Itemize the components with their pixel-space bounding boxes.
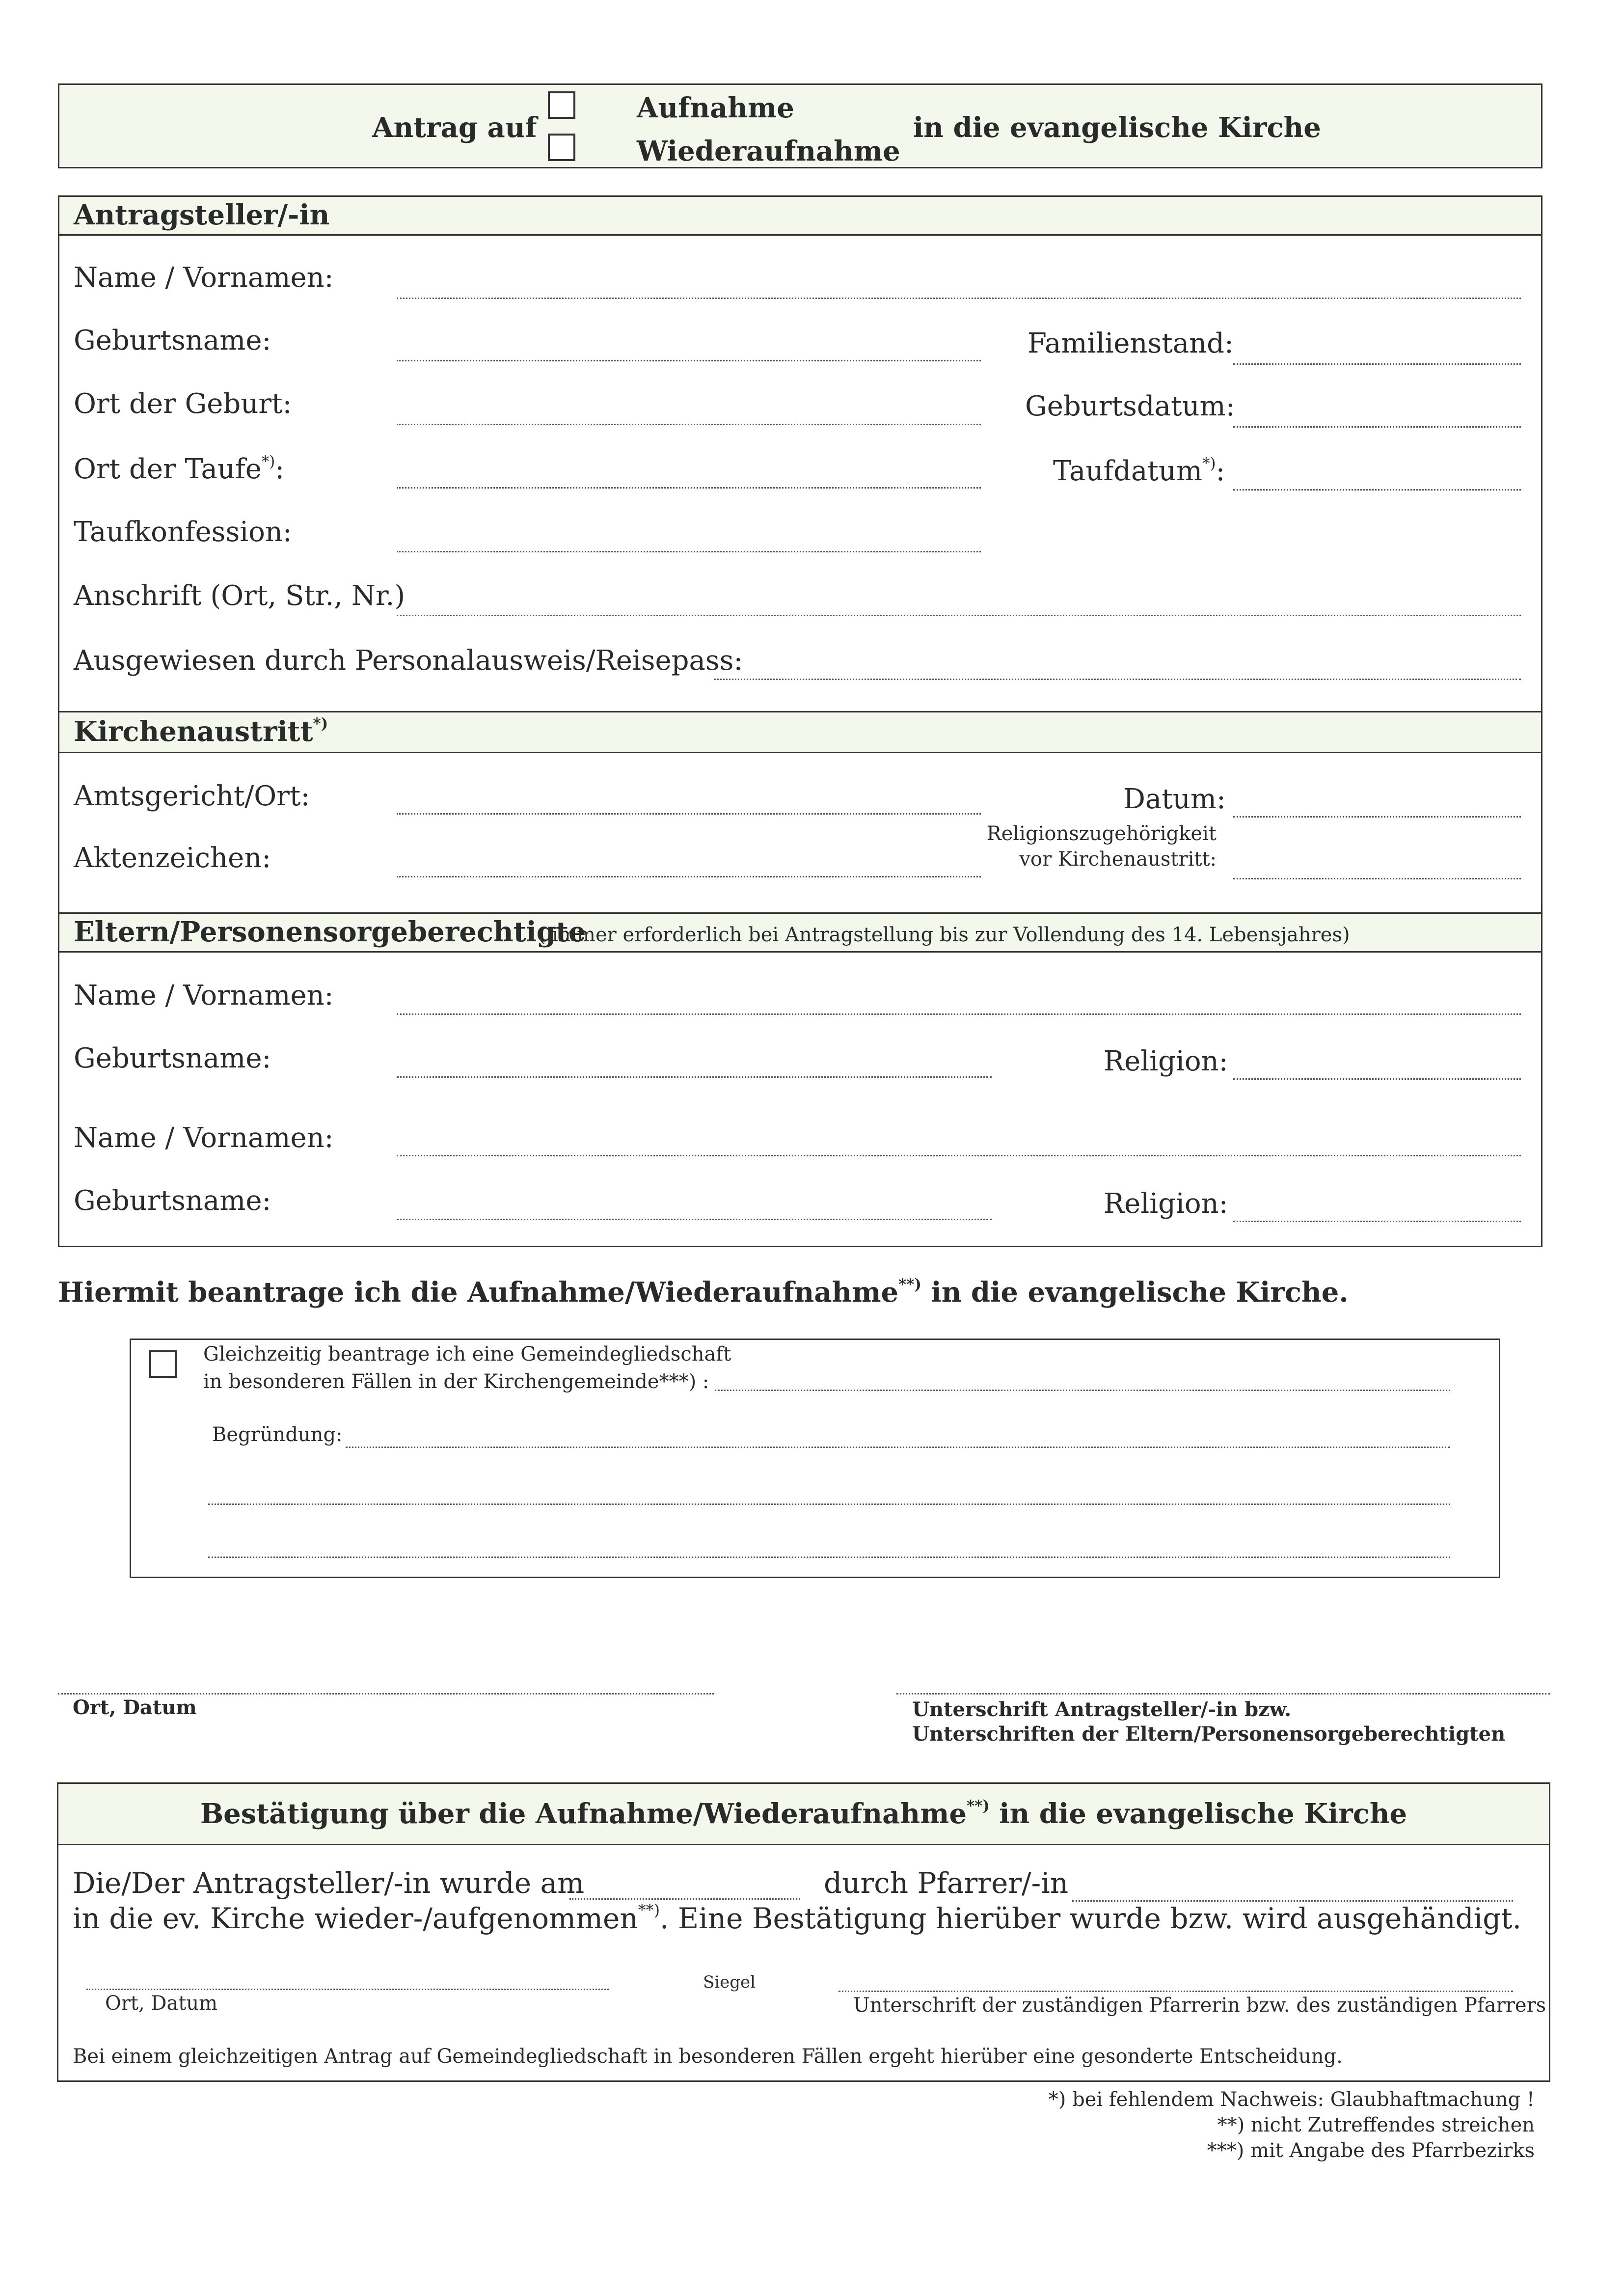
seal-label: Siegel xyxy=(703,1972,756,1992)
footnote-2: **) nicht Zutreffendes streichen xyxy=(1217,2114,1535,2136)
file-no-label: Aktenzeichen: xyxy=(74,842,271,874)
marital-status-field[interactable] xyxy=(1233,363,1521,365)
admission-date-field[interactable] xyxy=(569,1898,800,1900)
parents-section xyxy=(58,912,1542,1247)
confirmation-text-1b: durch Pfarrer/-in xyxy=(824,1866,1069,1900)
applicant-header: Antragsteller/-in xyxy=(74,199,330,231)
applicant-signature-label-1: Unterschrift Antragsteller/-in bzw. xyxy=(912,1698,1292,1721)
reason-field-1[interactable] xyxy=(346,1447,1450,1448)
court-label: Amtsgericht/Ort: xyxy=(74,780,310,812)
confirmation-header: Bestätigung über die Aufnahme/Wiederaufnahme**) in die evangelische Kirche xyxy=(200,1797,1407,1830)
footnote-1: *) bei fehlendem Nachweis: Glaubhaftmachung ! xyxy=(1048,2088,1535,2111)
exit-date-field[interactable] xyxy=(1233,816,1521,818)
title-prefix: Antrag auf xyxy=(372,111,537,144)
birth-name-field[interactable] xyxy=(397,360,981,361)
birth-place-field[interactable] xyxy=(397,424,981,425)
religion-before-label-2: vor Kirchenaustritt: xyxy=(1019,848,1217,871)
baptism-confession-label: Taufkonfession: xyxy=(74,516,292,548)
birth-date-label: Geburtsdatum: xyxy=(1025,390,1235,422)
parent2-religion-label: Religion: xyxy=(1104,1188,1228,1220)
religion-before-label-1: Religionszugehörigkeit xyxy=(986,822,1217,845)
title-option-wiederaufnahme: Wiederaufnahme xyxy=(637,135,900,167)
parent2-name-label: Name / Vornamen: xyxy=(74,1122,334,1154)
pastor-signature-field[interactable] xyxy=(839,1991,1513,1992)
request-statement: Hiermit beantrage ich die Aufnahme/Wiederaufnahme**) in die evangelische Kirche. xyxy=(58,1275,1349,1309)
birth-date-field[interactable] xyxy=(1233,426,1521,428)
religion-before-field[interactable] xyxy=(1233,878,1521,879)
baptism-confession-field[interactable] xyxy=(397,551,981,552)
parent1-name-field[interactable] xyxy=(397,1013,1521,1015)
parent2-birth-name-field[interactable] xyxy=(397,1219,992,1220)
reason-label: Begründung: xyxy=(212,1423,343,1446)
address-label: Anschrift (Ort, Str., Nr.) xyxy=(74,580,406,612)
applicant-signature-label-2: Unterschriften der Eltern/Personensorgeberechtigten xyxy=(912,1722,1506,1746)
reason-field-2[interactable] xyxy=(208,1503,1450,1505)
court-field[interactable] xyxy=(397,813,981,815)
baptism-date-field[interactable] xyxy=(1233,489,1521,491)
wiederaufnahme-checkbox[interactable] xyxy=(548,134,575,161)
pastor-signature-label: Unterschrift der zuständigen Pfarrerin bzw. des zuständigen Pfarrers xyxy=(853,1994,1546,2017)
parent2-religion-field[interactable] xyxy=(1233,1221,1521,1222)
birth-place-label: Ort der Geburt: xyxy=(74,388,292,420)
parent1-religion-field[interactable] xyxy=(1233,1078,1521,1080)
parent2-name-field[interactable] xyxy=(397,1155,1521,1156)
membership-line1: Gleichzeitig beantrage ich eine Gemeindegliedschaft xyxy=(203,1343,731,1366)
confirmation-text-1a: Die/Der Antragsteller/-in wurde am xyxy=(73,1866,585,1900)
reason-field-3[interactable] xyxy=(208,1557,1450,1558)
confirmation-place-date-field[interactable] xyxy=(86,1989,609,1990)
id-doc-label: Ausgewiesen durch Personalausweis/Reisepass: xyxy=(74,645,743,677)
name-field[interactable] xyxy=(397,298,1521,299)
membership-line2: in besonderen Fällen in der Kirchengemeinde***) : xyxy=(203,1370,709,1393)
baptism-date-label: Taufdatum*): xyxy=(1053,454,1225,487)
marital-status-label: Familienstand: xyxy=(1028,328,1234,359)
place-date-label: Ort, Datum xyxy=(73,1696,197,1719)
parents-header: Eltern/Personensorgeberechtigte xyxy=(74,916,586,948)
confirmation-text-2: in die ev. Kirche wieder-/aufgenommen**). Eine Bestätigung hierüber wurde bzw. wird ausgehändigt. xyxy=(73,1900,1522,1935)
title-option-aufnahme: Aufnahme xyxy=(637,92,794,124)
membership-checkbox[interactable] xyxy=(149,1350,177,1378)
baptism-place-field[interactable] xyxy=(397,487,981,489)
parent1-birth-name-label: Geburtsname: xyxy=(74,1042,271,1074)
file-no-field[interactable] xyxy=(397,876,981,877)
parent1-name-label: Name / Vornamen: xyxy=(74,980,334,1011)
church-exit-header: Kirchenaustritt*) xyxy=(74,714,328,748)
birth-name-label: Geburtsname: xyxy=(74,325,271,356)
parent2-birth-name-label: Geburtsname: xyxy=(74,1185,271,1217)
parent1-religion-label: Religion: xyxy=(1104,1045,1228,1077)
parents-note: ( immer erforderlich bei Antragstellung bis zur Vollendung des 14. Lebensjahres) xyxy=(538,924,1350,946)
confirmation-place-date-label: Ort, Datum xyxy=(105,1992,218,2015)
place-date-field[interactable] xyxy=(58,1693,714,1695)
parent1-birth-name-field[interactable] xyxy=(397,1076,992,1078)
exit-date-label: Datum: xyxy=(1123,783,1226,815)
address-field[interactable] xyxy=(397,615,1521,616)
baptism-place-label: Ort der Taufe*): xyxy=(74,452,285,485)
title-suffix: in die evangelische Kirche xyxy=(913,111,1321,144)
footnote-3: ***) mit Angabe des Pfarrbezirks xyxy=(1207,2139,1535,2162)
name-label: Name / Vornamen: xyxy=(74,262,334,294)
id-doc-field[interactable] xyxy=(714,679,1521,680)
aufnahme-checkbox[interactable] xyxy=(548,91,575,119)
applicant-signature-field[interactable] xyxy=(896,1693,1550,1695)
confirmation-note: Bei einem gleichzeitigen Antrag auf Gemeindegliedschaft in besonderen Fällen ergeht hierüber eine gesonderte Entscheidung. xyxy=(73,2045,1343,2068)
membership-parish-field[interactable] xyxy=(715,1390,1450,1391)
